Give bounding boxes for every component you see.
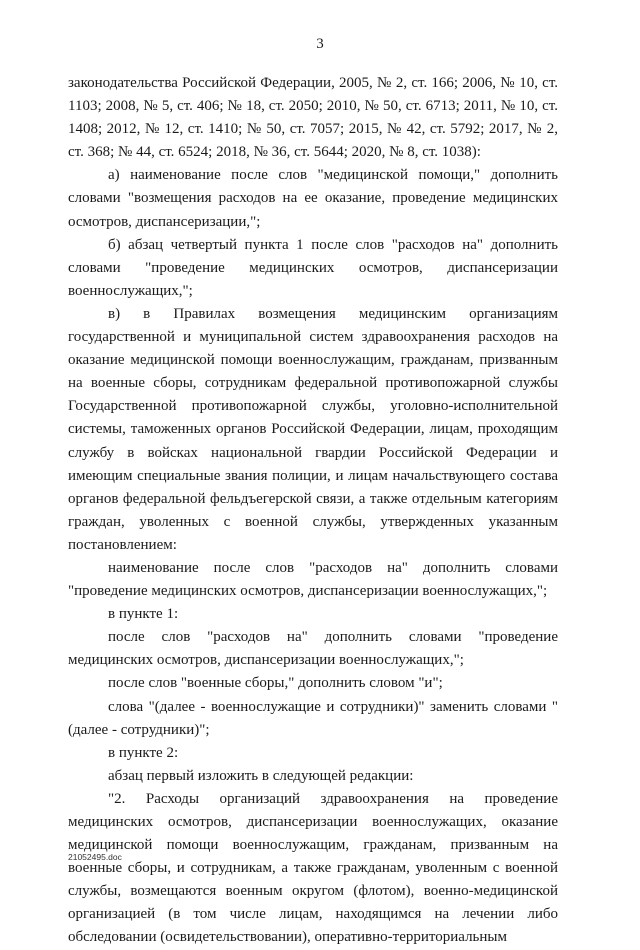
paragraph-point-1-amend-a: после слов "расходов на" дополнить словами "проведение медицинских осмотров, диспансеризации военнослужащих,"; <box>68 629 558 669</box>
paragraph-title-amendment: наименование после слов "расходов на" дополнить словами "проведение медицинских осмотров, диспансеризации военнослужащих,"; <box>68 559 558 600</box>
document-file-id: 21052495.doc <box>68 852 122 862</box>
paragraph-point-1-amend-b: после слов "военные сборы," дополнить словом "и"; <box>108 675 443 692</box>
paragraph-point-2-intro: абзац первый изложить в следующей редакции: <box>108 767 414 784</box>
page-number: 3 <box>316 36 324 52</box>
paragraph-point-1-amend-c: слова "(далее - военнослужащие и сотрудники)" заменить словами "(далее - сотрудники)"; <box>68 698 558 738</box>
document-body <box>68 72 558 950</box>
paragraph-legislation-refs: законодательства Российской Федерации, 2005, № 2, ст. 166; 2006, № 10, ст. 1103; 2008, № 5, ст. 406; № 18, ст. 2050; 2010, № 50, ст. 6713; 2011, № 10, ст. 1408; 2012, № 12, ст. 1410; № 50, ст. 7057; 2015, № 42, ст. 5792; 2017, № 2, ст. 368; № 44, ст. 6524; 2018, № 36, ст. 5644; 2020, № 8, ст. 1038): <box>68 75 558 161</box>
paragraph-point-2: в пункте 2: <box>108 744 179 761</box>
paragraph-item-v: в) в Правилах возмещения медицинским организациям государственной и муниципальной систем здравоохранения расходов на оказание медицинской помощи военнослужащим, гражданам, призванным на военные сборы, сотрудникам федеральной противопожарной службы Государственной противопожарной службы, уголовно-исполнительной системы, таможенных органов Российской Федерации, лицам, проходящим службу в войсках национальной гвардии Российской Федерации и имеющим специальные звания полиции, и лицам начальствующего состава органов федеральной фельдъегерской связи, а также отдельным категориям граждан, уволенных с военной службы, утвержденных указанным постановлением: <box>68 305 558 553</box>
paragraph-item-b: б) абзац четвертый пункта 1 после слов "расходов на" дополнить словами "проведение медицинских осмотров, диспансеризации военнослужащих,"; <box>68 236 558 299</box>
paragraph-point-1: в пункте 1: <box>108 606 179 623</box>
paragraph-point-2-text: "2. Расходы организаций здравоохранения на проведение медицинских осмотров, диспансеризации военнослужащих, оказание медицинской помощи военнослужащим, гражданам, призванным на военные сборы, и сотрудникам, а также гражданам, уволенным с военной службы, возмещаются военным округом (флотом), военно-медицинской организацией (в том числе лицам, находящимся на лечении либо обследовании (освидетельствовании), оперативно-территориальным <box>68 790 558 946</box>
paragraph-item-a: а) наименование после слов "медицинской помощи," дополнить словами "возмещения расходов на ее оказание, проведение медицинских осмотров, диспансеризации,"; <box>68 167 558 230</box>
